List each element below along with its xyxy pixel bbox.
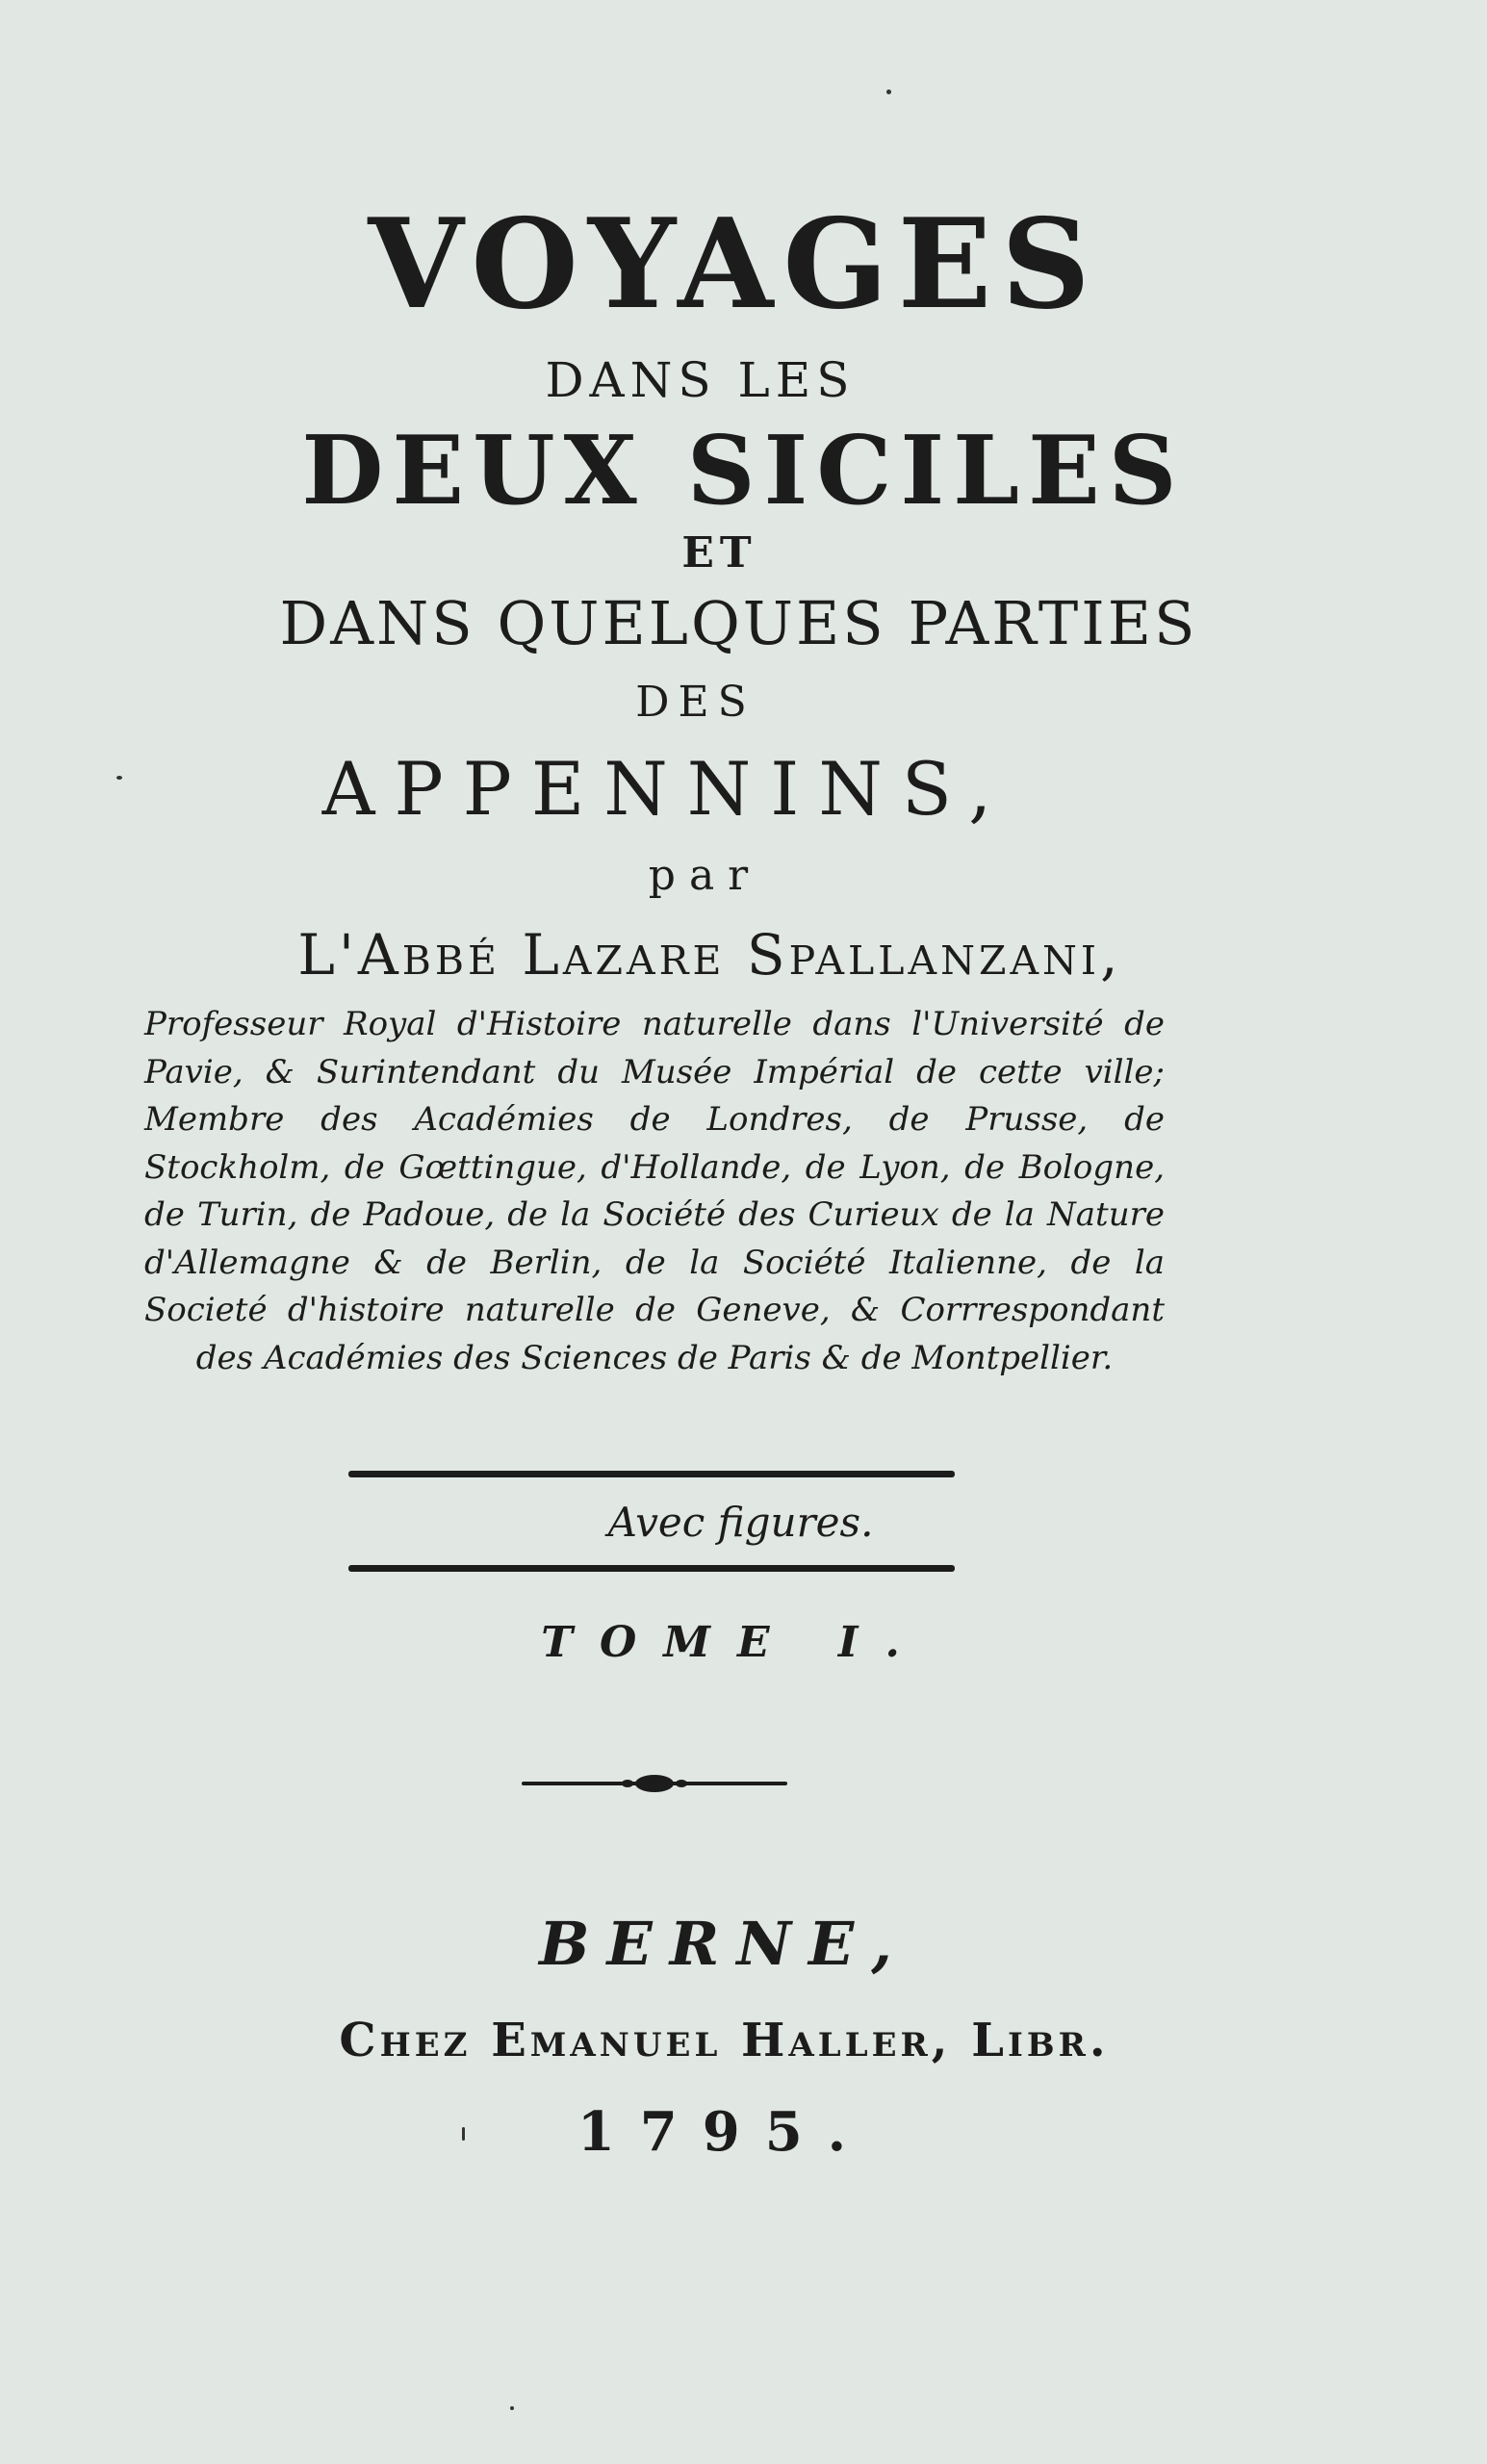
author-name: L'Abbé Lazare Spallanzani, bbox=[297, 922, 1122, 988]
subtitle-line-5: DES bbox=[635, 678, 756, 727]
print-speck bbox=[116, 776, 122, 780]
author-credentials: Professeur Royal d'Histoire naturelle dans l'Université de Pavie, & Surintendant du Musée Impérial de cette ville; Membre des Académies de Londres, de Prusse, de Stockholm, de Gœttingue, d'Hollande, de Lyon, de Bologne, de Turin, de Padoue, de la Société des Curieux de la Nature d'Allemagne & de Berlin, de la Société Italienne, de la Societé d'histoire naturelle de Geneve, & Corrrespondant des Académies des Sciences de Paris & de Montpellier. bbox=[144, 1005, 1165, 1377]
subtitle-line-1: DANS LES bbox=[545, 352, 856, 408]
by-line: par bbox=[648, 851, 762, 900]
imprint-place: BERNE, bbox=[539, 1909, 910, 1979]
imprint-year: 1795. bbox=[577, 2100, 872, 2164]
rule-top bbox=[348, 1471, 955, 1477]
rule-bottom bbox=[348, 1565, 955, 1572]
print-speck bbox=[510, 2406, 514, 2410]
volume-label: TOME I. bbox=[541, 1618, 927, 1667]
print-speck bbox=[886, 90, 891, 94]
subtitle-line-6: APPENNINS, bbox=[321, 746, 1012, 832]
fleuron-ornament bbox=[520, 1769, 789, 1798]
subtitle-line-2: DEUX SICILES bbox=[301, 416, 1186, 526]
subtitle-line-4: DANS QUELQUES PARTIES bbox=[279, 588, 1198, 658]
book-title: VOYAGES bbox=[368, 192, 1100, 337]
print-speck bbox=[462, 2127, 465, 2141]
imprint-publisher: Chez Emanuel Haller, Libr. bbox=[339, 2014, 1110, 2067]
subtitle-line-3: ET bbox=[681, 528, 757, 578]
figures-note: Avec figures. bbox=[607, 1499, 874, 1546]
